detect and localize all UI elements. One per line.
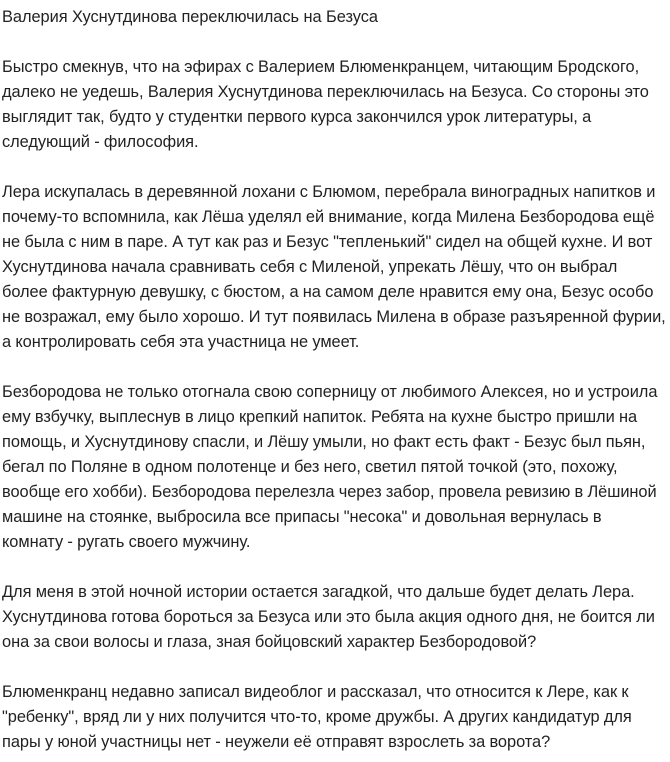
article-paragraph: Быстро смекнув, что на эфирах с Валерием Блюменкранцем, читающим Бродского, далеко не уедешь, Валерия Хуснутдинова переключилась на Безуса. Со стороны это выглядит так, будто у студентки первого курса закончился урок литературы, а следующий - философия. [2,58,649,151]
article-paragraph: Лера искупалась в деревянной лохани с Блюмом, перебрала виноградных напитков и почему-то вспомнила, как Лёша уделял ей внимание, когда Милена Безбородова ещё не была с ним в паре. А тут как раз и Безус "тепленький" сидел на общей кухне. И вот Хуснутдинова начала сравнивать себя с Миленой, упрекать Лёшу, что он выбрал более фактурную девушку, с бюстом, а на самом деле нравится ему она, Безус особо не возражал, ему было хорошо. И тут появилась Милена в образе разъяренной фурии, а контролировать себя эта участница не умеет. [2,183,666,351]
article-paragraph: Блюменкранц недавно записал видеоблог и рассказал, что относится к Лере, как к "ребенку", вряд ли у них получится что-то, кроме дружбы. А других кандидатур для пары у юной участницы нет - неужели её отправят взрослеть за ворота? [2,683,632,751]
page-title: Валерия Хуснутдинова переключилась на Безуса [2,8,378,26]
article-paragraph: Безбородова не только отогнала свою соперницу от любимого Алексея, но и устроила ему взбучку, выплеснув в лицо крепкий напиток. Ребята на кухне быстро пришли на помощь, и Хуснутдинову спасли, и Лёшу умыли, но факт есть факт - Безус был пьян, бегал по Поляне в одном полотенце и без него, светил пятой точкой (это, похожу, вообще его хобби). Безбородова перелезла через забор, провела ревизию в Лёшиной машине на стоянке, выбросила все припасы "несока" и довольная вернулась в комнату - ругать своего мужчину. [2,383,658,551]
article-paragraph: Для меня в этой ночной истории остается загадкой, что дальше будет делать Лера. Хуснутдинова готова бороться за Безуса или это была акция одного дня, не боится ли она за свои волосы и глаза, зная бойцовский характер Безбородовой? [2,583,655,651]
article-body [2,30,666,755]
